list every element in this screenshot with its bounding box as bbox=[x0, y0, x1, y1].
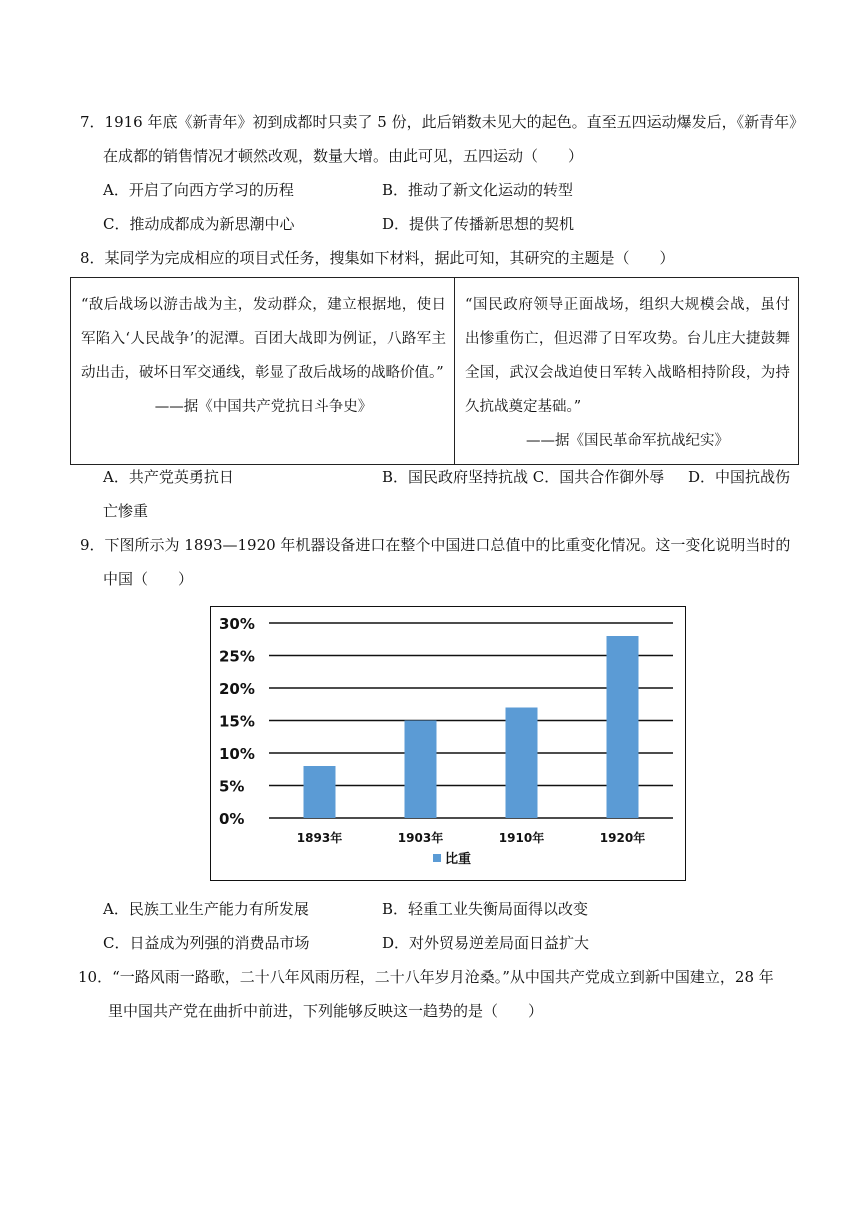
y-tick-label: 5% bbox=[219, 777, 245, 796]
q10-stem-line2: 里中国共产党在曲折中前进，下列能够反映这一趋势的是（ ） bbox=[108, 1002, 544, 1020]
q9-stem-line2: 中国（ ） bbox=[103, 570, 194, 588]
q8-source-left-cite: ——据《中国共产党抗日斗争史》 bbox=[154, 399, 373, 415]
q9-option-d[interactable]: D．对外贸易逆差局面日益扩大 bbox=[382, 934, 590, 952]
q10-stem-line1: 10．“一路风雨一路歌，二十八年风雨历程，二十八年岁月沧桑。”从中国共产党成立到新中国建立，28 年 bbox=[78, 968, 774, 986]
x-tick-label: 1893年 bbox=[296, 831, 343, 845]
q9-chart-svg bbox=[211, 607, 687, 882]
q9-stem-line1: 9．下图所示为 1893—1920 年机器设备进口在整个中国进口总值中的比重变化情况。这一变化说明当时的 bbox=[80, 536, 791, 554]
bar bbox=[304, 766, 336, 818]
bar bbox=[506, 708, 538, 819]
y-tick-label: 30% bbox=[219, 615, 255, 633]
y-tick-label: 20% bbox=[219, 680, 255, 698]
q8-option-d-continued: 亡惨重 bbox=[103, 502, 149, 520]
y-tick-label: 15% bbox=[219, 712, 255, 731]
y-tick-label: 10% bbox=[219, 745, 255, 763]
q8-source-right-text: “国民政府领导正面战场，组织大规模会战，虽付出惨重伤亡，但迟滞了日军攻势。台儿庄大捷鼓舞全国，武汉会战迫使日军转入战略相持阶段，为持久抗战奠定基础。” bbox=[465, 297, 790, 415]
q7-stem-line2: 在成都的销售情况才顿然改观，数量大增。由此可见，五四运动（ ） bbox=[103, 147, 584, 165]
q8-source-table bbox=[70, 277, 799, 465]
q7-option-c[interactable]: C．推动成都成为新思潮中心 bbox=[103, 215, 295, 233]
q8-option-d[interactable]: D．中国抗战伤 bbox=[688, 468, 791, 486]
bar bbox=[405, 721, 437, 819]
bar bbox=[607, 636, 639, 818]
q9-option-c[interactable]: C．日益成为列强的消费品市场 bbox=[103, 934, 310, 952]
q8-stem-line1: 8．某同学为完成相应的项目式任务，搜集如下材料，据此可知，其研究的主题是（ ） bbox=[80, 249, 675, 267]
q9-option-a[interactable]: A．民族工业生产能力有所发展 bbox=[103, 900, 309, 918]
q9-chart bbox=[210, 606, 686, 881]
x-tick-label: 1903年 bbox=[397, 831, 444, 845]
q7-option-a[interactable]: A．开启了向西方学习的历程 bbox=[103, 181, 294, 199]
q7-option-b[interactable]: B．推动了新文化运动的转型 bbox=[382, 181, 574, 199]
legend-swatch bbox=[433, 854, 441, 862]
q8-option-a[interactable]: A．共产党英勇抗日 bbox=[103, 468, 234, 486]
q8-source-left bbox=[71, 278, 455, 465]
q8-source-right bbox=[455, 278, 799, 465]
q8-source-left-text: “敌后战场以游击战为主，发动群众，建立根据地，使日军陷入‘人民战争’的泥潭。百团大战即为例证，八路军主动出击，破坏日军交通线，彰显了敌后战场的战略价值。” bbox=[81, 297, 446, 381]
y-tick-label: 25% bbox=[219, 647, 255, 666]
q7-stem-line1: 7．1916 年底《新青年》初到成都时只卖了 5 份，此后销数未见大的起色。直至五四运动爆发后，《新青年》 bbox=[80, 113, 805, 131]
q8-source-right-cite: ——据《国民革命军抗战纪实》 bbox=[526, 433, 729, 449]
q7-option-d[interactable]: D．提供了传播新思想的契机 bbox=[382, 215, 575, 233]
x-tick-label: 1910年 bbox=[498, 831, 545, 845]
y-tick-label: 0% bbox=[219, 810, 245, 828]
q9-option-b[interactable]: B．轻重工业失衡局面得以改变 bbox=[382, 900, 589, 918]
legend-label: 比重 bbox=[445, 852, 472, 867]
x-tick-label: 1920年 bbox=[599, 831, 646, 845]
q8-option-bc[interactable]: B．国民政府坚持抗战 C．国共合作御外辱 bbox=[382, 468, 665, 486]
